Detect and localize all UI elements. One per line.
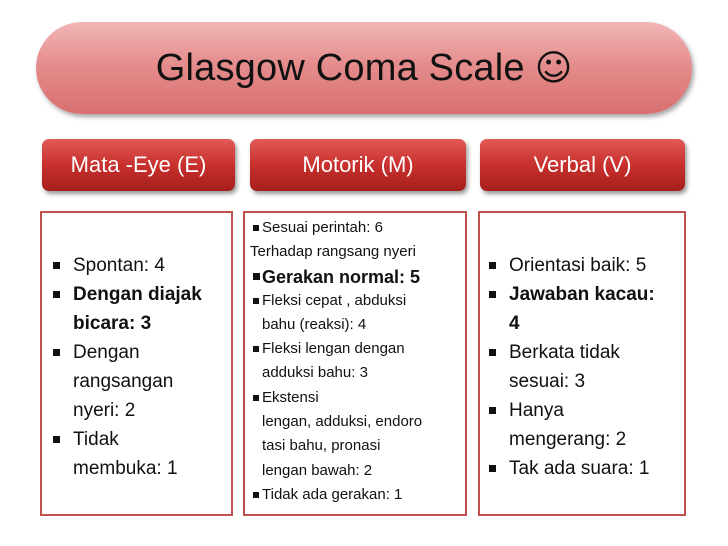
- list-item: Terhadap rangsang nyeri: [250, 243, 416, 261]
- motor-list: [250, 216, 465, 507]
- list-item: Dengan rangsangan nyeri: 2: [50, 338, 225, 425]
- list-item: Tak ada suara: 1: [486, 454, 682, 483]
- header-eye: [42, 139, 235, 191]
- list-item: Tidak membuka: 1: [50, 425, 225, 483]
- motor-box: [243, 211, 467, 516]
- page-title: Glasgow Coma Scale: [155, 46, 525, 89]
- verbal-list: [486, 251, 682, 483]
- header-motor-label: Motorik (M): [302, 152, 414, 177]
- list-item: Sesuai perintah: 6: [250, 216, 465, 240]
- header-verbal-label: Verbal (V): [533, 152, 632, 177]
- title-banner: [36, 22, 692, 114]
- eye-list: [50, 251, 225, 483]
- header-eye-label: Mata -Eye (E): [70, 152, 207, 177]
- smiley-icon: ☺: [534, 47, 573, 89]
- list-item: Hanya mengerang: 2: [486, 396, 682, 454]
- list-item: Spontan: 4: [50, 251, 225, 280]
- verbal-box: [478, 211, 686, 516]
- list-item: Orientasi baik: 5: [486, 251, 682, 280]
- eye-box: [40, 211, 233, 516]
- list-item: Fleksi lengan dengan adduksi bahu: 3: [250, 337, 465, 386]
- list-item: Ekstensi lengan, adduksi, endoro tasi bahu, pronasi lengan bawah: 2: [250, 386, 465, 483]
- list-item: Fleksi cepat , abduksi bahu (reaksi): 4: [250, 289, 465, 338]
- list-item: Berkata tidak sesuai: 3: [486, 338, 682, 396]
- list-item: Dengan diajak bicara: 3: [50, 280, 225, 338]
- list-item: Gerakan normal: 5: [250, 265, 465, 289]
- list-item: Tidak ada gerakan: 1: [250, 483, 465, 507]
- header-motor: [250, 139, 466, 191]
- header-verbal: [480, 139, 685, 191]
- list-item: Jawaban kacau: 4: [486, 280, 682, 338]
